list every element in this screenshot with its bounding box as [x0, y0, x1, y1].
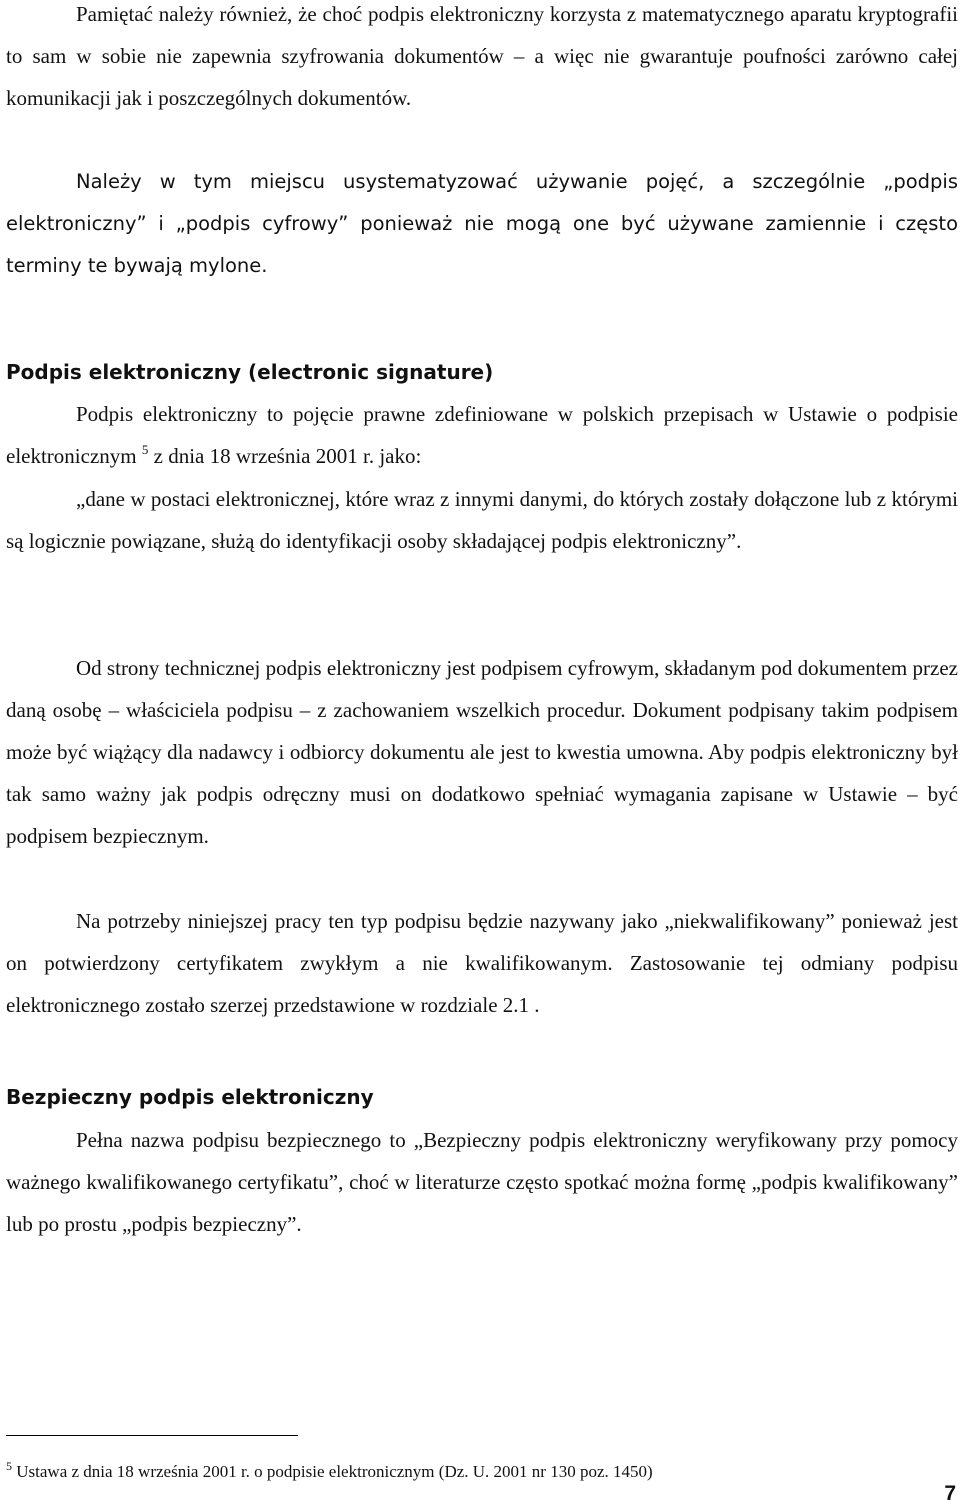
paragraph-legal-definition — [6, 393, 958, 477]
footnote-separator — [6, 1435, 298, 1436]
footnote — [6, 1459, 653, 1485]
paragraph-unqualified-signature: Na potrzeby niniejszej pracy ten typ podpisu będzie nazywany jako „niekwalifikowany” ponieważ jest on potwierdzony certyfikatem zwykłym a nie kwalifikowanym. Zastosowanie tej odmiany podpisu elektronicznego zostało szerzej przedstawione w rozdziale 2.1 . — [6, 909, 958, 1017]
paragraph-definition-quote: „dane w postaci elektronicznej, które wraz z innymi danymi, do których zostały dołączone lub z którymi są logicznie powiązane, służą do identyfikacji osoby składającej podpis elektroniczny”. — [6, 487, 958, 553]
footnote-marker: 5 — [6, 1459, 12, 1473]
paragraph-encryption-note: Pamiętać należy również, że choć podpis elektroniczny korzysta z matematycznego aparatu kryptografii to sam w sobie nie zapewnia szyfrowania dokumentów – a więc nie gwarantuje poufności zarówno całej komunikacji jak i poszczególnych dokumentów. — [6, 2, 958, 110]
page-number: 7 — [944, 1482, 956, 1505]
legal-definition-text: Podpis elektroniczny to pojęcie prawne zdefiniowane w polskich przepisach w Ustawie o podpisie elektronicznym — [6, 402, 958, 468]
legal-definition-text-end: z dnia 18 września 2001 r. jako: — [148, 444, 422, 468]
footnote-reference: 5 — [141, 442, 149, 457]
section-heading-electronic-signature: Podpis elektroniczny (electronic signature) — [6, 360, 494, 384]
footnote-text: Ustawa z dnia 18 września 2001 r. o podpisie elektronicznym (Dz. U. 2001 nr 130 poz. 1450) — [12, 1462, 653, 1481]
paragraph-technical-view: Od strony technicznej podpis elektroniczny jest podpisem cyfrowym, składanym pod dokumentem przez daną osobę – właściciela podpisu – z zachowaniem wszelkich procedur. Dokument podpisany takim podpisem może być wiążący dla nadawcy i odbiorcy dokumentu ale jest to kwestia umowna. Aby podpis elektroniczny był tak samo ważny jak podpis odręczny musi on dodatkowo spełniać wymagania zapisane w Ustawie – być podpisem bezpiecznym. — [6, 656, 958, 848]
paragraph-terminology: Należy w tym miejscu usystematyzować używanie pojęć, a szczególnie „podpis elektroniczny” i „podpis cyfrowy” ponieważ nie mogą one być używane zamiennie i często terminy te bywają mylone. — [6, 170, 958, 277]
paragraph-secure-signature: Pełna nazwa podpisu bezpiecznego to „Bezpieczny podpis elektroniczny weryfikowany przy pomocy ważnego kwalifikowanego certyfikatu”, choć w literaturze często spotkać można formę „podpis kwalifikowany” lub po prostu „podpis bezpieczny”. — [6, 1128, 958, 1236]
section-heading-secure-signature: Bezpieczny podpis elektroniczny — [6, 1085, 374, 1109]
